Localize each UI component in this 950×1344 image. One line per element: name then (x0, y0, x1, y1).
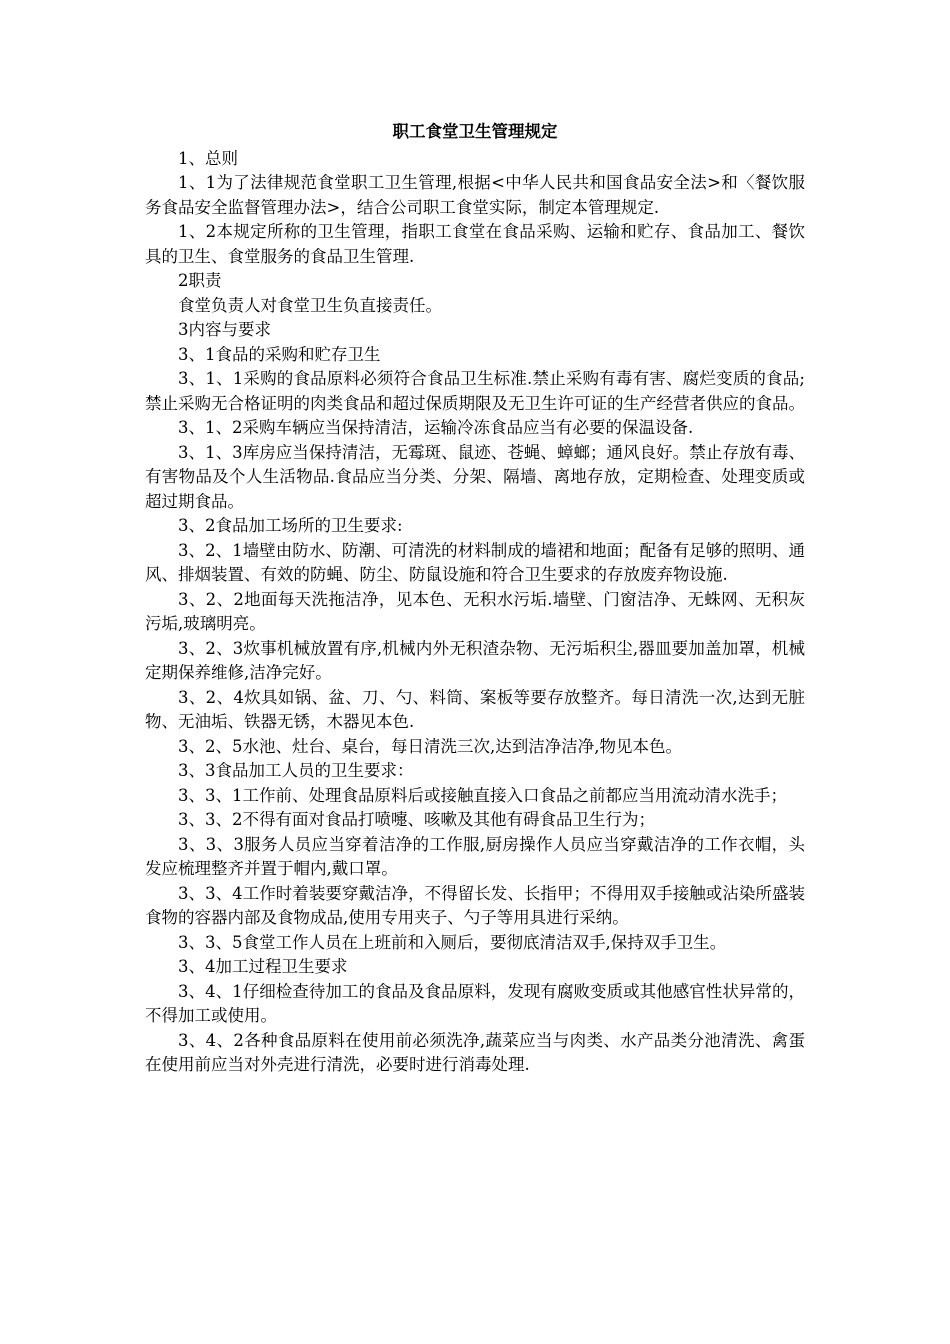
paragraph: 1、2本规定所称的卫生管理，指职工食堂在食品采购、运输和贮存、食品加工、餐饮具的卫生、食堂服务的食品卫生管理. (145, 222, 805, 266)
paragraph: 3内容与要求 (178, 320, 271, 339)
paragraph: 3、3、4工作时着装要穿戴洁净，不得留长发、长指甲；不得用双手接触或沾染所盛装食物的容器内部及食物成品,使用专用夹子、勺子等用具进行采纳。 (145, 883, 805, 927)
paragraph: 2职责 (178, 271, 222, 290)
paragraph: 3、3、2不得有面对食品打喷嚏、咳嗽及其他有碍食品卫生行为； (178, 810, 655, 829)
document-body (145, 147, 805, 1078)
paragraph: 3、3、1工作前、处理食品原料后或接触直接入口食品之前都应当用流动清水洗手； (178, 785, 787, 805)
paragraph: 3、2、3炊事机械放置有序,机械内外无积渣杂物、无污垢积尘,器皿要加盖加罩，机械定期保养维修,洁净完好。 (145, 638, 805, 682)
paragraph: 3、3、5食堂工作人员在上班前和入厕后，要彻底清洁双手,保持双手卫生。 (178, 932, 727, 952)
paragraph: 3、1、2采购车辆应当保持清洁，运输冷冻食品应当有必要的保温设备. (178, 418, 694, 437)
paragraph: 3、2、5水池、灶台、桌台，每日清洗三次,达到洁净洁净,物见本色。 (178, 736, 682, 756)
paragraph: 3、4、1仔细检查待加工的食品及食品原料，发现有腐败变质或其他感官性状异常的，不得加工或使用。 (145, 981, 805, 1025)
document-page (145, 120, 805, 1078)
paragraph: 食堂负责人对食堂卫生负直接责任。 (178, 295, 442, 315)
paragraph: 3、2、4炊具如锅、盆、刀、勺、料筒、案板等要存放整齐。每日清洗一次,达到无脏物、无油垢、铁器无锈，木器见本色. (145, 687, 805, 731)
paragraph: 3、3食品加工人员的卫生要求： (178, 761, 414, 780)
paragraph: 1、1为了法律规范食堂职工卫生管理,根据<中华人民共和国食品安全法>和〈餐饮服务食品安全监督管理办法>，结合公司职工食堂实际，制定本管理规定. (145, 173, 805, 217)
paragraph: 3、1、1采购的食品原料必须符合食品卫生标准.禁止采购有毒有害、腐烂变质的食品;禁止采购无合格证明的肉类食品和超过保质期限及无卫生许可证的生产经营者供应的食品。 (145, 369, 805, 413)
paragraph: 3、1食品的采购和贮存卫生 (178, 344, 381, 364)
paragraph: 3、2、2地面每天洗拖洁净，见本色、无积水污垢.墙壁、门窗洁净、无蛛网、无积灰污垢,玻璃明亮。 (145, 589, 805, 633)
paragraph: 3、1、3库房应当保持清洁，无霉斑、鼠迹、苍蝇、蟑螂；通风良好。禁止存放有毒、有害物品及个人生活物品.食品应当分类、分架、隔墙、离地存放，定期检查、处理变质或超过期食品。 (145, 442, 805, 511)
document-title: 职工食堂卫生管理规定 (392, 122, 558, 141)
paragraph: 3、3、3服务人员应当穿着洁净的工作服,厨房操作人员应当穿戴洁净的工作衣帽，头发应梳理整齐并置于帽内,戴口罩。 (145, 834, 805, 878)
paragraph: 3、4加工过程卫生要求 (178, 957, 348, 976)
paragraph: 3、4、2各种食品原料在使用前必须洗净,蔬菜应当与肉类、水产品类分池清洗、禽蛋在使用前应当对外壳进行清洗，必要时进行消毒处理. (145, 1030, 805, 1074)
paragraph: 3、2食品加工场所的卫生要求: (178, 516, 403, 535)
paragraph: 3、2、1墙壁由防水、防潮、可清洗的材料制成的墙裙和地面；配备有足够的照明、通风、排烟装置、有效的防蝇、防尘、防鼠设施和符合卫生要求的存放废弃物设施. (145, 540, 805, 584)
paragraph: 1、总则 (178, 148, 238, 168)
